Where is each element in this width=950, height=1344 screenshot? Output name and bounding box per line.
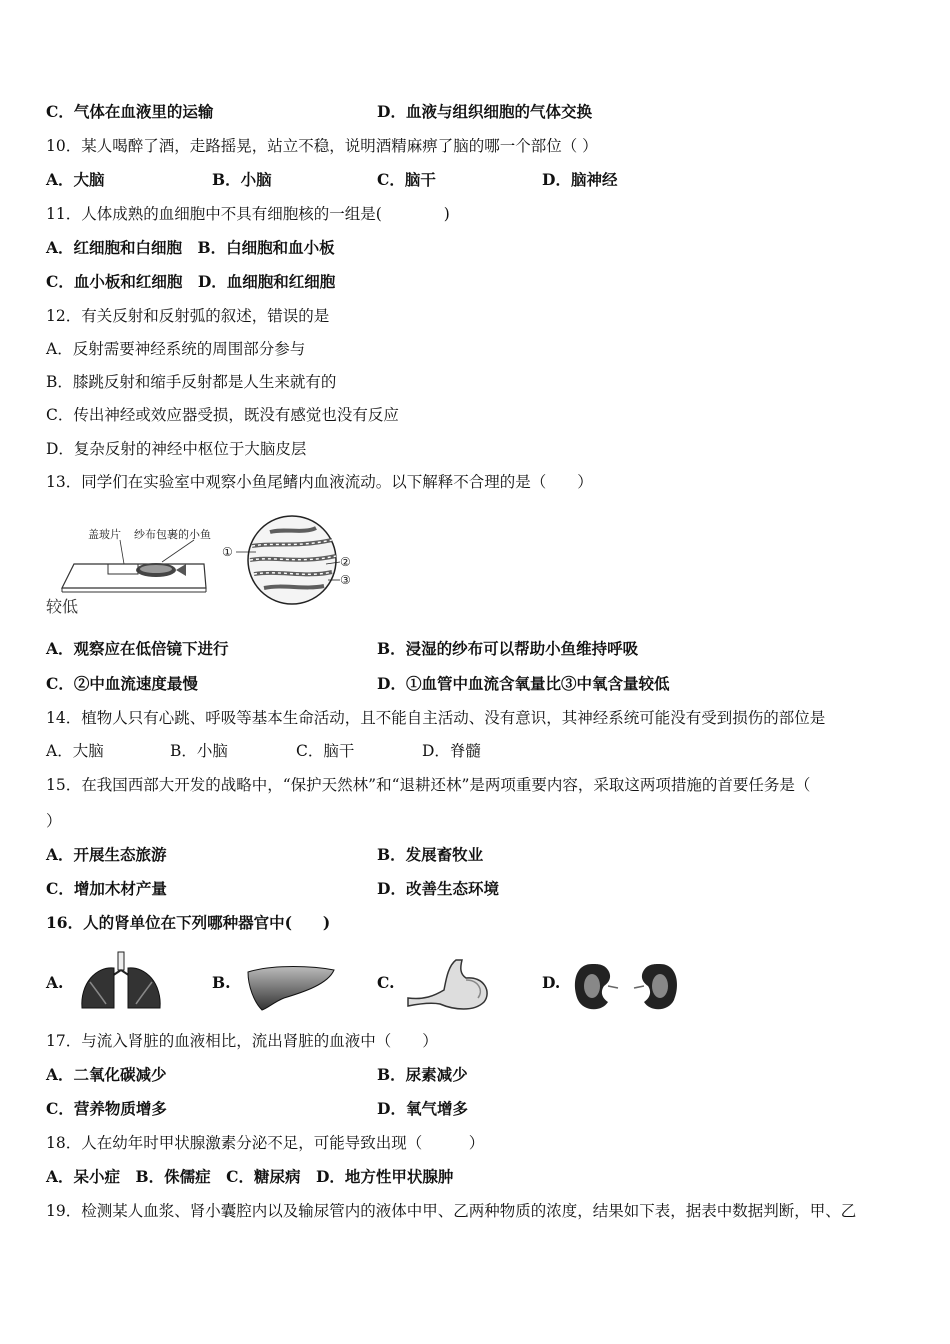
label-cover-slip: 盖玻片 bbox=[88, 528, 121, 541]
q15-option-c: C．增加木材产量 bbox=[46, 879, 167, 898]
q11-stem: 11．人体成熟的血细胞中不具有细胞核的一组是( ) bbox=[46, 205, 450, 223]
q12-option-c: C．传出神经或效应器受损，既没有感觉也没有反应 bbox=[46, 406, 399, 424]
q14-option-c: C．脑干 bbox=[296, 742, 355, 760]
q11-options-cd: C．血小板和红细胞 D．血细胞和红细胞 bbox=[46, 272, 336, 291]
stomach-icon bbox=[404, 956, 492, 1012]
q15-option-a: A．开展生态旅游 bbox=[46, 845, 167, 864]
q9-option-c: C．气体在血液里的运输 bbox=[46, 102, 214, 121]
q12-option-d: D．复杂反射的神经中枢位于大脑皮层 bbox=[46, 440, 307, 458]
q15-option-d: D．改善生态环境 bbox=[377, 879, 499, 898]
q15-stem: 15．在我国西部大开发的战略中，“保护天然林”和“退耕还林”是两项重要内容，采取这两项措施的首要任务是（ bbox=[46, 776, 811, 794]
q17-option-d: D．氧气增多 bbox=[377, 1099, 468, 1118]
q10-option-d: D．脑神经 bbox=[542, 170, 618, 189]
label-vessel-1: ① bbox=[222, 545, 233, 559]
q18-options: A．呆小症 B．侏儒症 C．糖尿病 D．地方性甲状腺肿 bbox=[46, 1167, 454, 1186]
q13-option-c: C．②中血流速度最慢 bbox=[46, 674, 198, 693]
label-low: 较低 bbox=[46, 597, 79, 616]
q13-option-a: A．观察应在低倍镜下进行 bbox=[46, 639, 229, 658]
q13-stem: 13．同学们在实验室中观察小鱼尾鳍内血液流动。以下解释不合理的是（ ） bbox=[46, 473, 593, 491]
q17-option-c: C．营养物质增多 bbox=[46, 1099, 167, 1118]
q10-option-a: A．大脑 bbox=[46, 170, 105, 189]
q17-option-a: A．二氧化碳减少 bbox=[46, 1065, 167, 1084]
q15-option-b: B．发展畜牧业 bbox=[377, 845, 484, 864]
q14-stem: 14．植物人只有心跳、呼吸等基本生命活动，且不能自主活动、没有意识，其神经系统可能没有受到损伤的部位是 bbox=[46, 709, 826, 727]
q14-option-d: D．脊髓 bbox=[422, 742, 481, 760]
q14-option-b: B．小脑 bbox=[170, 742, 228, 760]
kidneys-icon bbox=[572, 962, 680, 1012]
q10-option-c: C．脑干 bbox=[377, 170, 436, 189]
q19-stem: 19．检测某人血浆、肾小囊腔内以及输尿管内的液体中甲、乙两种物质的浓度，结果如下表，据表中数据判断，甲、乙 bbox=[46, 1202, 857, 1220]
q17-stem: 17．与流入肾脏的血液相比，流出肾脏的血液中（ ） bbox=[46, 1032, 438, 1050]
q17-option-b: B．尿素减少 bbox=[377, 1065, 468, 1084]
q11-options-ab: A．红细胞和白细胞 B．白细胞和血小板 bbox=[46, 238, 335, 257]
q16-option-a-label: A. bbox=[46, 973, 64, 992]
q13-option-d: D．①血管中血流含氧量比③中氧含量较低 bbox=[377, 674, 670, 693]
q12-option-b: B．膝跳反射和缩手反射都是人生来就有的 bbox=[46, 373, 337, 391]
q12-option-a: A．反射需要神经系统的周围部分参与 bbox=[46, 340, 306, 358]
label-gauze-fish: 纱布包裹的小鱼 bbox=[134, 528, 211, 541]
liver-icon bbox=[244, 962, 336, 1012]
label-vessel-2: ② bbox=[340, 555, 351, 569]
q14-option-a: A．大脑 bbox=[46, 742, 104, 760]
q10-option-b: B．小脑 bbox=[212, 170, 272, 189]
label-vessel-3: ③ bbox=[340, 573, 351, 587]
q16-stem: 16．人的肾单位在下列哪种器官中( ) bbox=[46, 913, 331, 932]
q13-option-b: B．浸湿的纱布可以帮助小鱼维持呼吸 bbox=[377, 639, 639, 658]
q15-stem-continued: ） bbox=[46, 812, 62, 830]
q16-option-d-label: D. bbox=[542, 973, 561, 992]
q16-option-c-label: C. bbox=[377, 973, 395, 992]
q12-stem: 12．有关反射和反射弧的叙述，错误的是 bbox=[46, 307, 330, 325]
q13-figure bbox=[44, 512, 364, 618]
q9-option-d: D．血液与组织细胞的气体交换 bbox=[377, 102, 592, 121]
q10-stem: 10．某人喝醉了酒，走路摇晃，站立不稳，说明酒精麻痹了脑的哪一个部位（ ） bbox=[46, 137, 598, 155]
q16-option-b-label: B. bbox=[212, 973, 231, 992]
lungs-icon bbox=[76, 950, 166, 1012]
q18-stem: 18．人在幼年时甲状腺激素分泌不足，可能导致出现（ ） bbox=[46, 1134, 485, 1152]
